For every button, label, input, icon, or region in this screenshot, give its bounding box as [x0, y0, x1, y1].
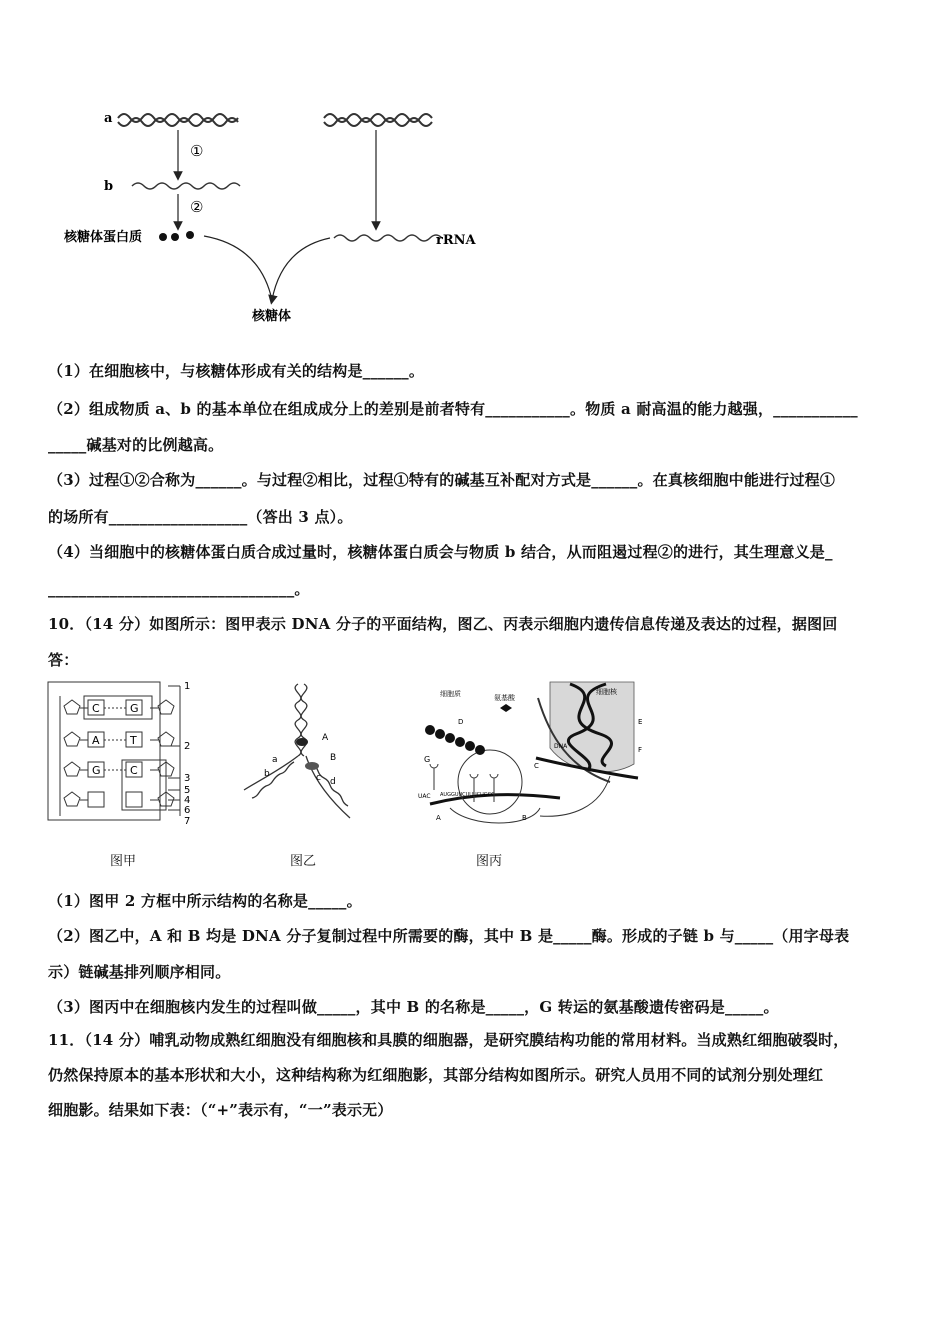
label-F: F [638, 746, 643, 754]
rrna-label: rRNA [436, 233, 476, 248]
cytoplasm-label: 细胞质 [440, 690, 461, 698]
ribosomal-protein-label: 核糖体蛋白质 [64, 230, 143, 245]
q10-stem-line1: 10．（14 分）如图所示：图甲表示 DNA 分子的平面结构，图乙、丙表示细胞内遗传信息传递及表达的过程，据图回 [48, 615, 838, 633]
q10-part2-line1: （2）图乙中，A 和 B 均是 DNA 分子复制过程中所需要的酶，其中 B 是_____酶。形成的子链 b 与_____（用字母表 [48, 927, 850, 945]
trna-G [430, 764, 438, 790]
sugar-left [64, 762, 80, 776]
label-A: A [436, 814, 441, 822]
q10-part3: （3）图丙中在细胞核内发生的过程叫做_____，其中 B 的名称是_____，G 转运的氨基酸遗传密码是_____。 [48, 998, 779, 1016]
q10-part2-line2: 示）链碱基排列顺序相同。 [48, 963, 231, 981]
q10-stem-line2: 答： [48, 651, 79, 669]
label-7: 7 [184, 816, 191, 827]
label-3: 3 [184, 773, 191, 784]
mrna-sequence: AUGGUUCUUUCUGCC [440, 792, 495, 798]
label-6: 6 [184, 805, 191, 816]
q9-part4-line2: ________________________________。 [48, 580, 310, 598]
label-d: d [330, 777, 336, 787]
label-5: 5 [184, 785, 191, 796]
nucleus-label: 细胞核 [596, 688, 617, 696]
fig-bing-caption: 图丙 [476, 854, 503, 869]
enzyme-B [305, 762, 319, 770]
step2-label: ② [190, 198, 204, 216]
protein-dot [159, 233, 167, 241]
enzyme-A [296, 738, 308, 746]
base-box [88, 792, 104, 807]
q9-part1: （1）在细胞核中，与核糖体形成有关的结构是______。 [48, 362, 425, 380]
base-left-2: A [92, 734, 100, 747]
figure-yi-dna-replication [230, 680, 380, 830]
label-2: 2 [184, 741, 191, 752]
dna-label: DNA [554, 743, 568, 750]
label-D: D [458, 718, 464, 726]
merge-curve-left [204, 236, 272, 300]
figure-jia-dna-structure [40, 676, 210, 831]
base-left-3: G [92, 764, 101, 777]
label-c: c [316, 773, 321, 783]
label-A: A [322, 733, 329, 743]
base-left-1: C [92, 702, 100, 715]
base-right-2: T [130, 734, 137, 747]
label-1: 1 [184, 681, 191, 692]
label-b: b [264, 769, 270, 779]
base-right-3: C [130, 764, 138, 777]
ribosome-B [458, 750, 522, 814]
base-box [126, 792, 142, 807]
sugar-left [64, 732, 80, 746]
q11-line2: 仍然保持原本的基本形状和大小，这种结构称为红细胞影，其部分结构如图所示。研究人员用不同的试剂分别处理红 [48, 1066, 824, 1084]
rrna-strand [334, 235, 442, 241]
label-b: b [104, 179, 114, 194]
daughter-strand-left [244, 756, 298, 790]
step1-label: ① [190, 142, 204, 160]
label-a: a [272, 755, 278, 765]
q9-part3-line2: 的场所有__________________（答出 3 点）。 [48, 508, 353, 526]
daughter-strand-left [252, 762, 294, 798]
dna-helix-a [118, 114, 238, 126]
q9-part2-line1: （2）组成物质 a、b 的基本单位在组成成分上的差别是前者特有___________。物质 a 耐高温的能力越强，___________ [48, 400, 858, 418]
q9-part3-line1: （3）过程①②合称为______。与过程②相比，过程①特有的碱基互补配对方式是______。在真核细胞中能进行过程① [48, 471, 836, 489]
label-C: C [534, 762, 539, 770]
label-B: B [330, 753, 337, 763]
q11-line1: 11．（14 分）哺乳动物成熟红细胞没有细胞核和具膜的细胞器，是研究膜结构功能的常用材料。当成熟红细胞破裂时， [48, 1031, 849, 1049]
q11-line3: 细胞影。结果如下表：（“+”表示有，“一”表示无） [48, 1101, 393, 1119]
ribosome-formation-diagram [0, 0, 950, 340]
anticodon-label: UAC [418, 793, 431, 800]
merge-curve-right [272, 238, 330, 300]
label-B: B [522, 814, 527, 822]
protein-dot [171, 233, 179, 241]
figure-bing-gene-expression [410, 678, 650, 833]
dna-helix-right [324, 114, 432, 126]
sugar-left [64, 700, 80, 714]
polypeptide-chain [425, 725, 485, 755]
fig-yi-caption: 图乙 [290, 854, 317, 869]
q9-part4-line1: （4）当细胞中的核糖体蛋白质合成过量时，核糖体蛋白质会与物质 b 结合，从而阻遏过程②的进行，其生理意义是_ [48, 543, 833, 561]
q9-part2-line2: _____碱基对的比例越高。 [48, 436, 224, 454]
sugar-left [64, 792, 80, 806]
label-E: E [638, 718, 643, 726]
amino-acid-label: 氨基酸 [494, 694, 515, 702]
base-right-1: G [130, 702, 139, 715]
amino-acid [500, 704, 512, 712]
fig-jia-caption: 图甲 [110, 854, 137, 869]
label-4: 4 [184, 795, 191, 806]
label-a: a [104, 111, 113, 126]
q10-part1: （1）图甲 2 方框中所示结构的名称是_____。 [48, 892, 362, 910]
protein-dot [186, 231, 194, 239]
ribosome-label: 核糖体 [252, 309, 292, 324]
label-G: G [424, 755, 431, 764]
mrna-strand-b [132, 183, 240, 189]
